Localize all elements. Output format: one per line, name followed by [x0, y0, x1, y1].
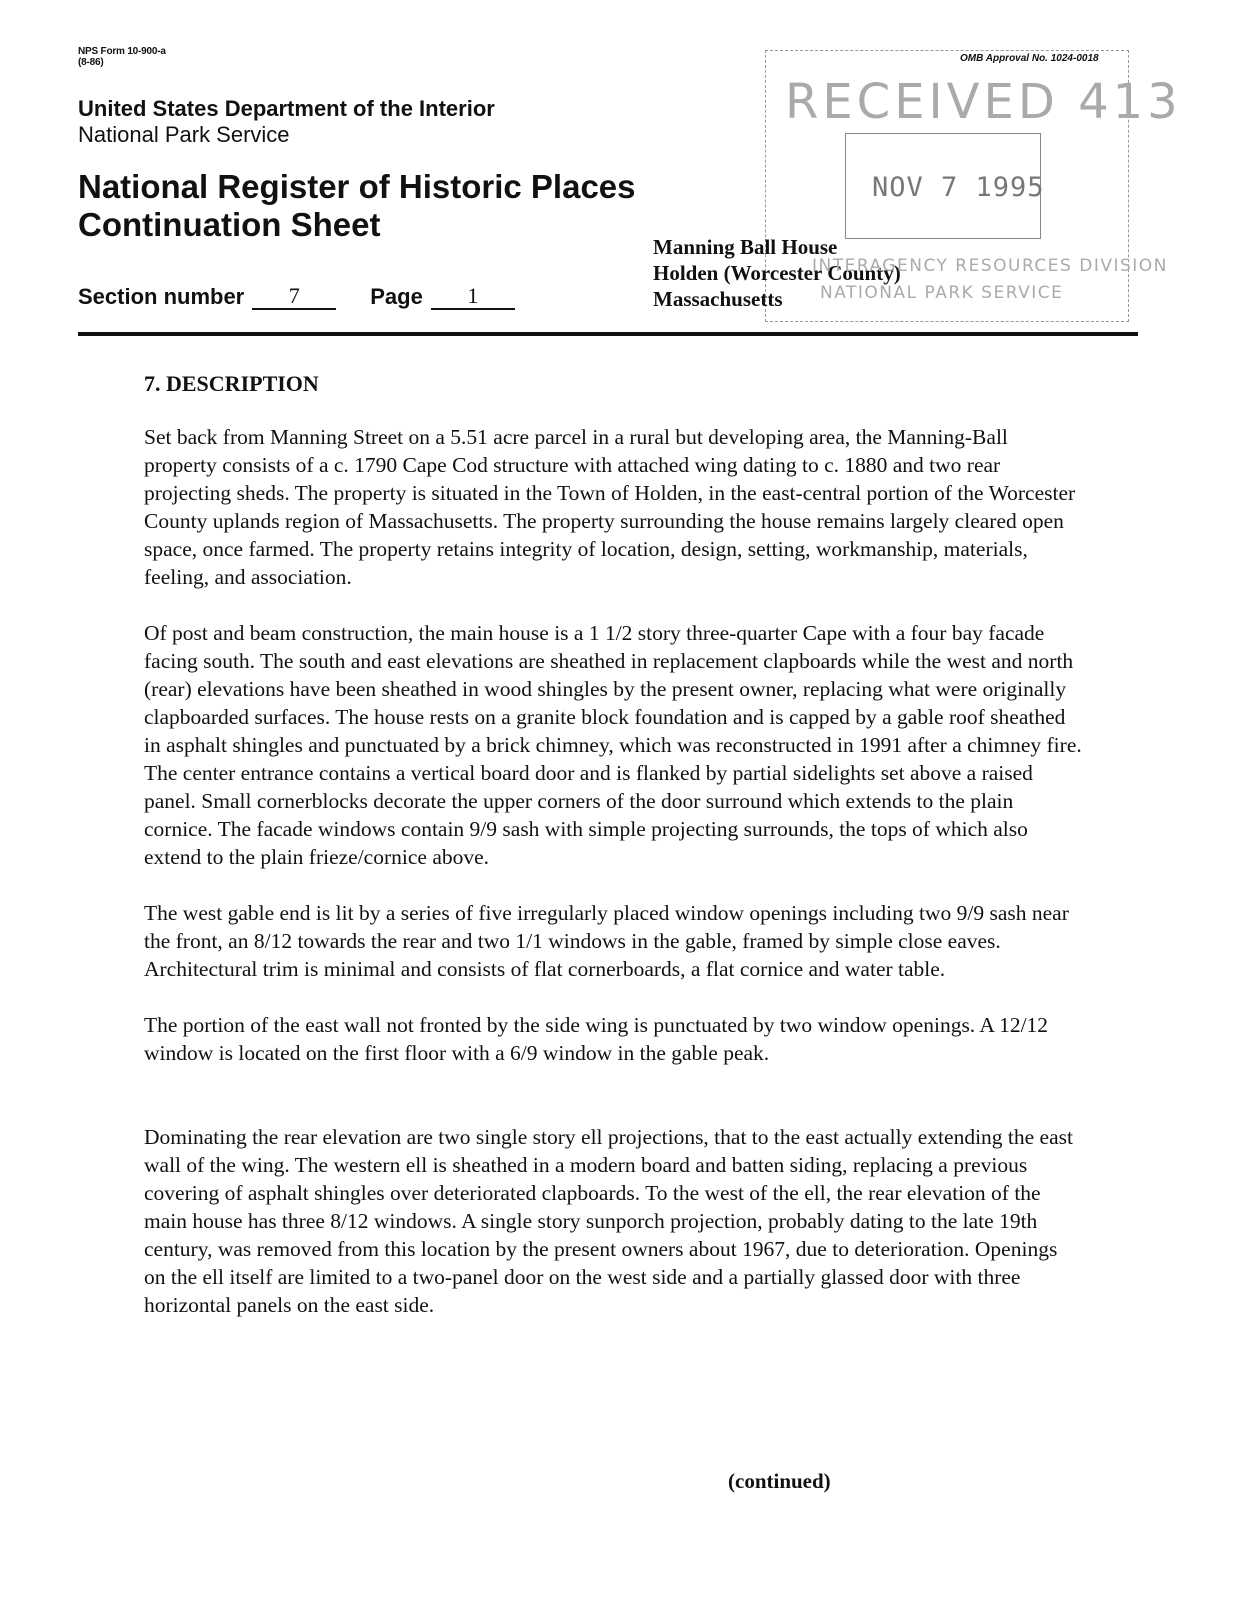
service-name: National Park Service [78, 122, 290, 147]
section-value: 7 [252, 285, 336, 310]
page-label: Page [370, 284, 423, 309]
continued-note: (continued) [728, 1469, 831, 1493]
property-state: Massachusetts [653, 287, 783, 311]
header-rule [78, 332, 1138, 336]
property-location: Holden (Worcester County) [653, 261, 901, 285]
section-heading: 7. DESCRIPTION [144, 371, 319, 396]
received-date: NOV 7 1995 [872, 172, 1045, 203]
stamp-service: NATIONAL PARK SERVICE [820, 283, 1064, 303]
form-date: (8-86) [78, 57, 104, 68]
description-body [144, 423, 1084, 1347]
section-label: Section number [78, 284, 245, 309]
paragraph: Of post and beam construction, the main house is a 1 1/2 story three-quarter Cape with a four bay facade facing south. The south and east elevations are sheathed in replacement clapboards while the west and north (rear) elevations have been sheathed in wood shingles by the present owner, replacing what were originally clapboarded surfaces. The house rests on a granite block foundation and is capped by a gable roof sheathed in asphalt shingles and punctuated by a brick chimney, which was reconstructed in 1991 after a chimney fire. The center entrance contains a vertical board door and is flanked by partial sidelights set above a raised panel. Small cornerblocks decorate the upper corners of the door surround which extends to the plain cornice. The facade windows contain 9/9 sash with simple projecting surrounds, the tops of which also extend to the plain frieze/cornice above. [144, 621, 1082, 869]
paragraph: Set back from Manning Street on a 5.51 acre parcel in a rural but developing area, the Manning-Ball property consists of a c. 1790 Cape Cod structure with attached wing dating to c. 1880 and two rear projecting sheds. The property is situated in the Town of Holden, in the east-central portion of the Worcester County uplands region of Massachusetts. The property surrounding the house remains largely cleared open space, once farmed. The property retains integrity of location, design, setting, workmanship, materials, feeling, and association. [144, 425, 1076, 589]
form-title-line2: Continuation Sheet [78, 206, 381, 243]
paragraph: The portion of the east wall not fronted by the side wing is punctuated by two window openings. A 12/12 window is located on the first floor with a 6/9 window in the gable peak. [144, 1013, 1049, 1065]
stamp-agency: INTERAGENCY RESOURCES DIVISION [812, 256, 1168, 276]
paragraph: The west gable end is lit by a series of five irregularly placed window openings including two 9/9 sash near the front, an 8/12 towards the rear and two 1/1 windows in the gable, framed by simple close eaves. Architectural trim is minimal and consists of flat cornerboards, a flat cornice and water table. [144, 901, 1069, 981]
department-name: United States Department of the Interior [78, 96, 495, 121]
received-stamp-text: RECEIVED 413 [785, 74, 1182, 130]
form-number: NPS Form 10-900-a [78, 46, 166, 57]
section-page-line [78, 284, 515, 310]
property-name: Manning Ball House [653, 235, 838, 259]
form-title [78, 168, 636, 244]
omb-approval: OMB Approval No. 1024-0018 [960, 53, 1099, 64]
agency-header [78, 96, 495, 148]
paragraph: Dominating the rear elevation are two single story ell projections, that to the east actually extending the east wall of the wing. The western ell is sheathed in a modern board and batten siding, replacing a previous covering of asphalt shingles over deteriorated clapboards. To the west of the ell, the rear elevation of the main house has three 8/12 windows. A single story sunporch projection, probably dating to the late 19th century, was removed from this location by the present owners about 1967, due to deterioration. Openings on the ell itself are limited to a two-panel door on the west side and a partially glassed door with three horizontal panels on the east side. [144, 1125, 1073, 1317]
form-title-line1: National Register of Historic Places [78, 168, 636, 205]
form-number-block [78, 46, 166, 68]
page-value: 1 [431, 285, 515, 310]
